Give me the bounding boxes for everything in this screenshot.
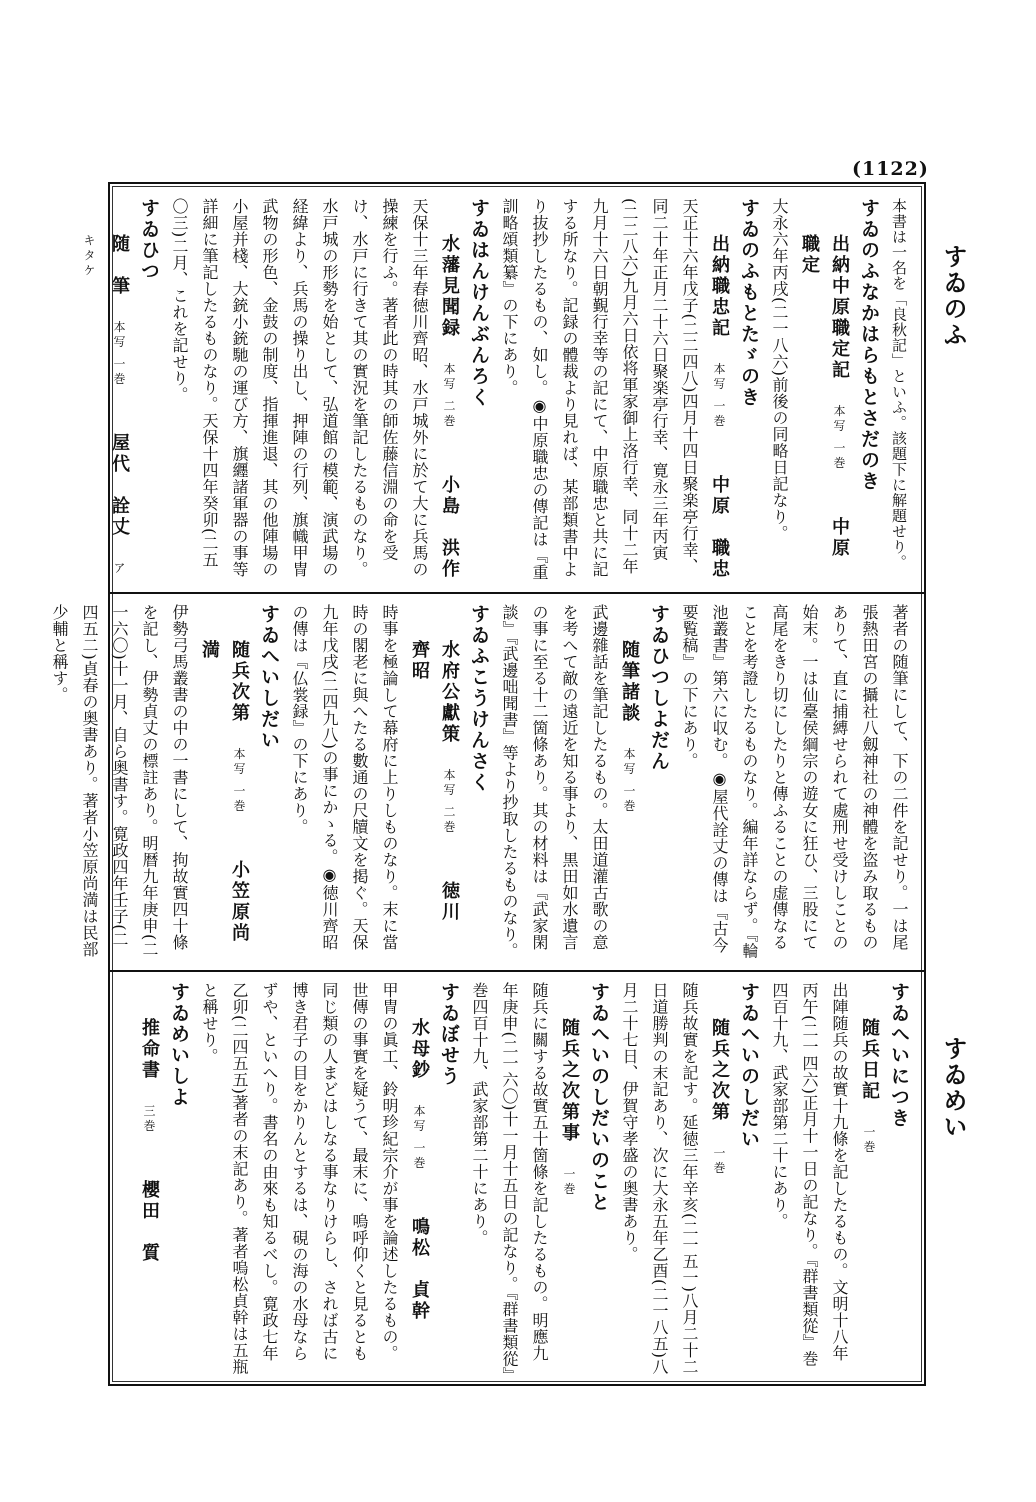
- author-name: 小島 洪作: [439, 474, 460, 580]
- title-text: 随 筆: [109, 234, 130, 297]
- entry-title: [134, 982, 164, 1376]
- margin-head-right: すゐのふ: [939, 244, 968, 348]
- intro-text: 本書は一名を「良秋記」といふ。該題下に解題せり。: [890, 198, 908, 570]
- entry-head: すゐぼせう: [438, 982, 460, 1087]
- entry-head: すゐへいのしだい: [738, 982, 760, 1150]
- author-name: 徳川 齊昭: [409, 640, 460, 944]
- entry-body: 天正十六年戊子(二二四八)四月十四日聚楽亭行幸、同二十年正月二十六日聚楽亭行幸、寛永三年丙寅(二二八六)九月六日依将軍家御上洛行幸、同十二年九月十六日朝覲行幸等の記にて、中原職忠と共に記する所なり。記録の體裁より見れば、某部類書中より抜抄したるもの、如し。◉中原職忠の傳記は『重訓略頌類纂』の下にあり。: [500, 198, 699, 581]
- entry-head: すゐめいしよ: [168, 982, 190, 1108]
- author-name: 小笠原尚満: [199, 640, 250, 944]
- entry-title: [854, 982, 884, 1376]
- volume-note: 本写 一巻: [112, 320, 126, 388]
- middle-section: [50, 604, 914, 962]
- entry-title: [74, 198, 134, 582]
- entry-body: 武邊雜話を筆記したるもの。太田道灌古歌の意を考へて敵の遠近を知る事より、黒田如水遺言の事に至る十二箇條あり。其の材料は『武家閑談』『武邊咄聞書』等より抄取したるものなり。: [500, 604, 609, 959]
- title-text: 随兵之次第事: [559, 1018, 580, 1144]
- entry-body: 随兵に關する故實五十箇條を記したるもの。明應九年庚申(二一六〇)十一月十五日の記なり。『群書類從』巻四百十九、武家部第二十にあり。: [470, 982, 549, 1376]
- volume-note: 本写 二巻: [442, 362, 456, 430]
- entry-title: [554, 982, 584, 1376]
- entry-head: すゐへいのしだいのこと: [588, 982, 610, 1213]
- bottom-section: [124, 982, 914, 1376]
- title-text: 出納職忠記: [709, 234, 730, 339]
- volume-note: 一巻: [562, 1167, 576, 1198]
- entry-title: [194, 604, 254, 962]
- entry-body: 伊勢弓馬叢書の中の一書にして、拘故實四十條を記し、伊勢貞丈の標註あり。明暦九年庚申(二一六〇)十一月、自ら奥書す。寛政四年壬子(二四五二)貞春の奥書あり。著者小笠原尚満は民部少輔と稱す。: [50, 604, 189, 958]
- entry-title: [794, 198, 854, 582]
- title-text: 随筆諸談: [619, 640, 640, 724]
- volume-note: 一巻: [862, 1125, 876, 1156]
- entry-body: 著者の随筆にして、下の二件を記せり。一は尾張熱田宮の攝社八劔神社の神體を盗み取るものありて、直に捕縛せられて處刑せ受けしことの始末。一は仙臺侯綱宗の遊女に狂ひ、三股にて高尾をきり切にしたりと傳ふることの虚傳なることを考證したるものなり。編年詳ならず。『輪池叢書』第六に収む。◉屋代詮丈の傳は『古今要覧稿』の下にあり。: [680, 604, 909, 959]
- volume-note: 本写 一巻: [232, 747, 246, 815]
- title-text: 随兵之次第: [709, 1018, 730, 1123]
- entry-body: 出陣随兵の故實十九條を記したるもの。文明十八年丙午(二一四六)正月十一日の記なり。『群書類從』巻四百十九、武家部第二十にあり。: [770, 982, 849, 1367]
- divider-upper: [108, 592, 926, 594]
- volume-note: 本写 一巻: [412, 1104, 426, 1172]
- entry-body: 時事を極論して幕府に上りしものなり。末に當時の閣老に與へたる數通の尺牘文を掲ぐ。天保九年戊戌(二四九八)の事にかゝる。◉徳川齊昭の傳は『仏裳録』の下にあり。: [290, 604, 399, 951]
- top-section: [82, 198, 914, 582]
- author-name: 櫻田 質: [139, 1179, 160, 1264]
- entry-head: すゐへいしだい: [258, 604, 280, 751]
- entry-head: すゐふこうけんさく: [468, 604, 490, 793]
- entry-title: [614, 604, 644, 962]
- entry-title: [404, 604, 464, 962]
- entry-body: 甲冑の眞工、鈴明珍紀宗介が事を論述したるもの。世傳の事實を疑うて、最末に、嗚呼仰くと見るとも同じ類の人まどはしなる事なりけらし、されば古に博き君子の目をかりんとするは、硯の海の水母ならずや、といへり。書名の由來も知るべし。寛政七年乙卯(二四五五)著者の末記あり。著者嗚松貞幹は五瓶と稱せり。: [200, 982, 399, 1375]
- author-ruby: アキタケ: [82, 234, 126, 577]
- volume-note: 本写 一巻: [622, 747, 636, 815]
- entry-body: 随兵故實を記す。延徳三年辛亥(二一五一)八月二十二日道勝判の末記あり、次に大永五年乙酉(二一八五)八月二十七日、伊賀守孝盛の奥書あり。: [620, 982, 699, 1375]
- title-text: 随兵次第: [229, 640, 250, 724]
- title-text: 随兵日記: [859, 1018, 880, 1102]
- entry-head: すゐへいにつき: [888, 982, 910, 1129]
- entry-title: [434, 198, 464, 582]
- author-name: 屋代 詮丈: [109, 432, 130, 538]
- title-text: 水藩見聞録: [439, 234, 460, 339]
- author-name: 鳴松 貞幹: [409, 1216, 430, 1322]
- volume-note: 三巻: [142, 1104, 156, 1135]
- volume-note: 本写 一巻: [712, 362, 726, 430]
- entry-body: 天保十三年春徳川齊昭、水戸城外に於て大に兵馬の操練を行ふ。著者此の時其の師佐藤信淵の命を受け、水戸に行きて其の實況を筆記したるものなり。水戸城の形勢を始として、弘道館の模範、演武場の経緯より、兵馬の操り出し、押陣の行列、旗幟甲冑武物の形色、金鼓の制度、指揮進退、其の他陣場の小屋并棧、大銃小銃馳の運び方、旗纒諸軍器の事等詳細に筆記したるものなり。天保十四年癸卯(二五〇三)二月、これを記せり。: [170, 198, 429, 578]
- entry-title: [404, 982, 434, 1376]
- title-text: 推命書: [139, 1018, 160, 1081]
- entry-head: すゐひつしよだん: [648, 604, 670, 772]
- volume-note: 本写 二巻: [442, 768, 456, 836]
- title-text: 出納中原職定記: [829, 234, 850, 381]
- entry-head: すゐひつ: [138, 198, 160, 282]
- title-text: 水府公獻策: [439, 640, 460, 745]
- volume-note: 一巻: [712, 1146, 726, 1177]
- title-text: 水母鈔: [409, 1018, 430, 1081]
- page-number: (1122): [852, 158, 929, 180]
- author-name: 中原 職忠: [709, 474, 730, 580]
- entry-body: 大永六年丙戌(二一八六)前後の同略日記なり。: [770, 198, 789, 542]
- entry-head: すゐのふもとたゞのき: [738, 198, 760, 408]
- entry-title: [704, 982, 734, 1376]
- volume-note: 本写 一巻: [832, 404, 846, 472]
- author-name: 中原 職定: [799, 234, 850, 580]
- margin-head-left: すゐめい: [939, 1036, 968, 1140]
- entry-head: すゐはんけんぶんろく: [468, 198, 490, 408]
- entry-head: すゐのふなかはらもとさだのき: [858, 198, 880, 492]
- entry-title: [704, 198, 734, 582]
- divider-lower: [108, 970, 926, 972]
